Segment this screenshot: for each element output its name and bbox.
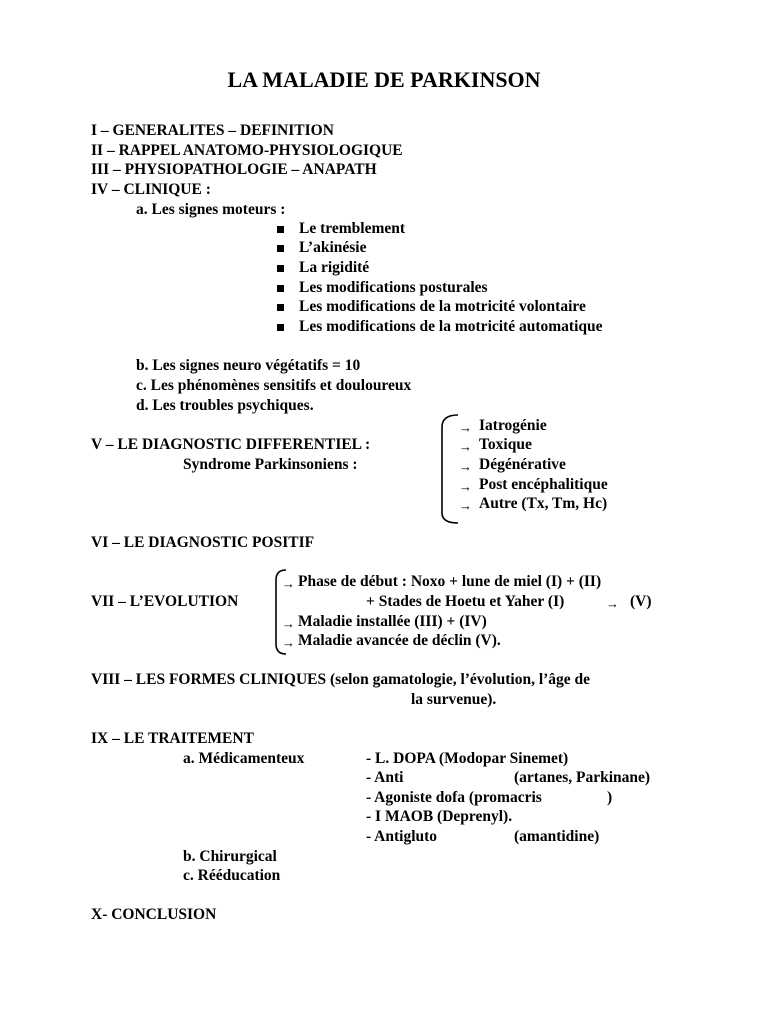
list-item: - Agoniste dofa (promacris	[366, 789, 542, 806]
bullet-icon	[277, 285, 284, 292]
bullet-icon	[277, 226, 284, 233]
section-7: VII – L’EVOLUTION	[91, 593, 239, 610]
list-item-detail: (amantidine)	[514, 828, 600, 845]
list-item: Maladie avancée de déclin (V).	[298, 632, 501, 649]
bullet-icon	[277, 304, 284, 311]
arrow-icon: →	[459, 420, 472, 435]
section-9-item-a: a. Médicamenteux	[183, 750, 305, 767]
section-4: IV – CLINIQUE :	[91, 181, 211, 198]
list-item: Les modifications de la motricité automatique	[299, 318, 603, 335]
list-item: Post encéphalitique	[479, 476, 608, 493]
list-item: - I MAOB (Deprenyl).	[366, 808, 513, 825]
arrow-icon: →	[282, 576, 295, 591]
arrow-icon: →	[459, 479, 472, 494]
list-item: Autre (Tx, Tm, Hc)	[479, 495, 608, 512]
list-item: - Antigluto	[366, 828, 438, 845]
section-8: VIII – LES FORMES CLINIQUES (selon gamatologie, l’évolution, l’âge de	[91, 671, 591, 688]
list-item: + Stades de Hoetu et Yaher (I)	[366, 593, 565, 610]
list-item: Iatrogénie	[479, 417, 547, 434]
list-item-detail: )	[607, 789, 613, 806]
section-4-item-a: a. Les signes moteurs :	[136, 201, 286, 218]
section-5: V – LE DIAGNOSTIC DIFFERENTIEL :	[91, 436, 371, 453]
list-item-detail: (artanes, Parkinane)	[514, 769, 651, 786]
list-item: Les modifications de la motricité volontaire	[299, 298, 586, 315]
section-9-item-c: c. Rééducation	[183, 867, 281, 884]
arrow-icon: →	[606, 596, 619, 611]
arrow-icon: →	[282, 635, 295, 650]
section-4-item-c: c. Les phénomènes sensitifs et douloureux	[136, 377, 412, 394]
bullet-icon	[277, 265, 284, 272]
section-3: III – PHYSIOPATHOLOGIE – ANAPATH	[91, 161, 377, 178]
section-4-item-d: d. Les troubles psychiques.	[136, 397, 314, 414]
page-title: LA MALADIE DE PARKINSON	[227, 67, 541, 92]
list-item: Phase de début : Noxo + lune de miel (I) + (II)	[298, 573, 602, 590]
list-item: La rigidité	[299, 259, 370, 276]
arrow-icon: →	[459, 498, 472, 513]
list-item: - L. DOPA (Modopar Sinemet)	[366, 750, 569, 767]
list-item: Maladie installée (III) + (IV)	[298, 613, 487, 630]
section-9-item-b: b. Chirurgical	[183, 848, 277, 865]
section-6: VI – LE DIAGNOSTIC POSITIF	[91, 534, 315, 551]
arrow-icon: →	[459, 439, 472, 454]
section-10: X- CONCLUSION	[91, 906, 217, 923]
section-2: II – RAPPEL ANATOMO-PHYSIOLOGIQUE	[91, 142, 403, 159]
arrow-icon: →	[459, 459, 472, 474]
list-item: - Anti	[366, 769, 404, 786]
list-item: L’akinésie	[299, 239, 367, 256]
list-item: Le tremblement	[299, 220, 406, 237]
section-9: IX – LE TRAITEMENT	[91, 730, 254, 747]
section-1: I – GENERALITES – DEFINITION	[91, 122, 334, 139]
list-item: Dégénérative	[479, 456, 566, 473]
list-item: Les modifications posturales	[299, 279, 488, 296]
section-5-subtitle: Syndrome Parkinsoniens :	[183, 456, 358, 473]
bullet-icon	[277, 324, 284, 331]
section-8-continued: la survenue).	[411, 691, 497, 708]
section-4-item-b: b. Les signes neuro végétatifs = 10	[136, 357, 361, 374]
list-item: (V)	[630, 593, 652, 610]
list-item: Toxique	[479, 436, 532, 453]
arrow-icon: →	[282, 616, 295, 631]
bullet-icon	[277, 245, 284, 252]
